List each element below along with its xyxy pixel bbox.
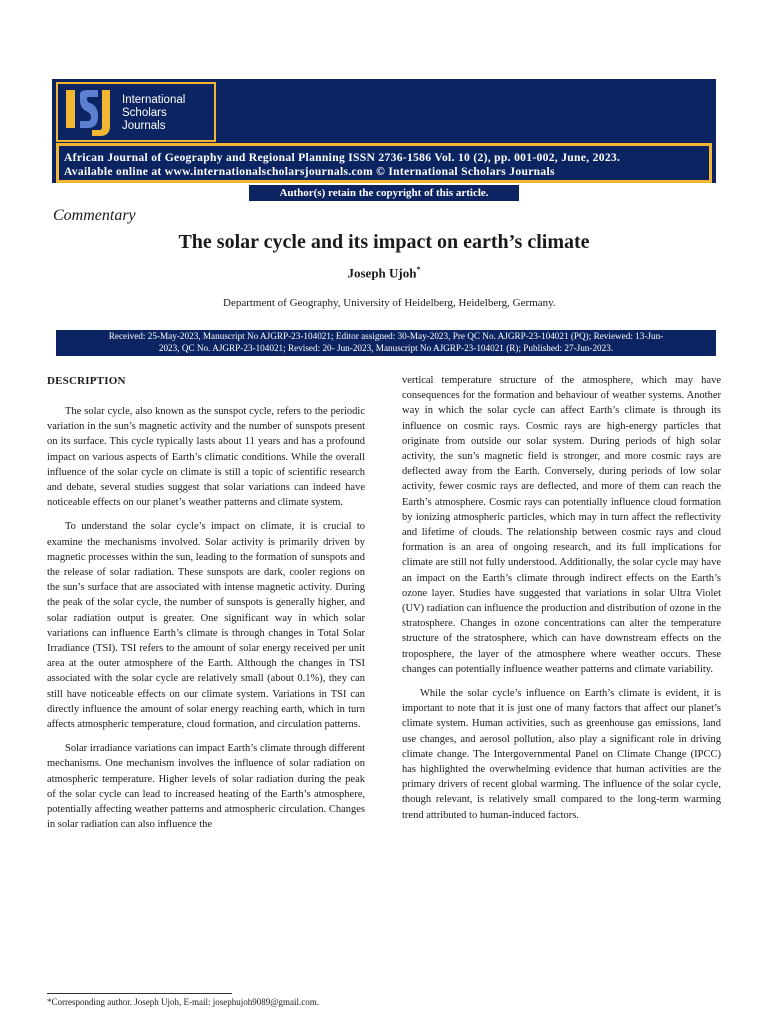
- dates-line-2: 2023, QC No. AJGRP-23-104021; Revised: 20- Jun-2023, Manuscript No AJGRP-23-104021 (R); Published: 27-Jun-2023.: [158, 342, 614, 353]
- isj-logo-icon: [64, 86, 112, 138]
- manuscript-dates: [56, 330, 716, 356]
- body-paragraph: vertical temperature structure of the atmosphere, which may have consequences for the formation and behaviour of weather systems. Another way in which the solar cycle can affect Earth’s climate is through its influence on cosmic rays. Cosmic rays are high-energy particles that originate from outside our solar system. During periods of high solar activity, the sun’s magnetic field is stronger, and more cosmic rays are deflected away from the Earth. Conversely, during periods of low solar activity, fewer cosmic rays are deflected, and more of them can reach the Earth’s atmosphere. Cosmic rays can potentially influence cloud formation by ionizing atmospheric particles, which may in turn affect the reflectivity and lifetime of clouds. The relationship between cosmic rays and cloud formation is an area of ongoing research, and its full implications for climate are still not fully understood. Additionally, the solar cycle may have an impact on the Earth’s climate through indirect effects on the Earth’s ozone layer. Studies have suggested that variations in solar Ultra Violet (UV) radiation can influence the production and distribution of ozone in the stratosphere. Changes in ozone concentrations can alter the temperature structure of the stratosphere, which can have downstream effects on the troposphere, the layer of the atmosphere where weather occurs. These changes can potentially influence weather patterns and climate variability.: [402, 375, 721, 675]
- citation-box: [56, 143, 712, 183]
- body-paragraph: While the solar cycle’s influence on Earth’s climate is evident, it is important to note that it is just one of many factors that affect our planet’s climate system. Human activities, such as greenhouse gas emissions, land use changes, and aerosol pollution, also play a significant role in driving climate change. The Intergovernmental Panel on Climate Change (IPCC) has highlighted the overwhelming evidence that human activities are the primary drivers of recent global warming. The influence of the solar cycle, though relevant, is relatively small compared to the long-term warming trend attributed to human-induced factors.: [402, 688, 721, 821]
- footnote-divider: [47, 993, 232, 994]
- body-paragraph: Solar irradiance variations can impact Earth’s climate through different mechanisms. One mechanism involves the influence of solar radiation on atmospheric temperature. Higher levels of solar radiation during the peak of the solar cycle can lead to increased heating of the Earth’s atmosphere, potentially affecting weather patterns and atmospheric circulation. Changes in solar radiation can also influence the: [47, 743, 365, 831]
- logo-line: Journals: [122, 120, 166, 132]
- journal-citation: [64, 151, 705, 179]
- article-type: Commentary: [53, 207, 136, 224]
- dates-line-1: Received: 25-May-2023, Manuscript No AJGRP-23-104021; Editor assigned: 30-May-2023, Pre QC No. AJGRP-23-104021 (PQ); Reviewed: 13-Jun-: [108, 331, 664, 341]
- author-name: Joseph Ujoh: [347, 265, 417, 281]
- author-mark: *: [416, 265, 421, 274]
- logo-line: International: [122, 94, 186, 106]
- copyright-notice: Author(s) retain the copyright of this article.: [249, 185, 519, 201]
- logo-line: Scholars: [122, 107, 167, 119]
- author-line: [0, 265, 768, 281]
- section-heading: DESCRIPTION: [47, 375, 126, 387]
- citation-line-2: Available online at www.internationalscholarsjournals.com © International Scholars Journals: [64, 165, 555, 178]
- body-paragraph: To understand the solar cycle’s impact on climate, it is crucial to examine the mechanisms involved. Solar activity is primarily driven by magnetic processes within the sun, leading to the formation of sunspots and the release of solar radiation. These sunspots are dark, cooler regions on the sun’s surface that are associated with intense magnetic activity. During the peak of the solar cycle, the number of sunspots is generally higher, and solar radiation output is greater. One significant way in which solar variations can influence Earth’s climate is through changes in Total Solar Irradiance (TSI). TSI refers to the amount of solar energy received per unit area at the outer atmosphere of the Earth. Although the changes in TSI associated with the solar cycle are relatively small (about 0.1%), they can still have noticeable effects on our climate system. Variations in TSI can directly influence the amount of solar energy reaching earth, which in turn affects atmospheric temperature, cloud formation, and circulation patterns.: [47, 521, 365, 731]
- corresponding-author-footnote: *Corresponding author. Joseph Ujoh, E-mail: josephujoh9089@gmail.com.: [47, 997, 320, 1007]
- logo-mark-text: ISJ: [64, 86, 66, 87]
- journal-logo: [56, 82, 216, 142]
- article-title: The solar cycle and its impact on earth’s climate: [178, 231, 590, 253]
- citation-line-1: African Journal of Geography and Regional Planning ISSN 2736-1586 Vol. 10 (2), pp. 001-002, June, 2023.: [64, 151, 621, 164]
- left-column: [47, 404, 365, 841]
- logo-wordmark: [122, 94, 185, 133]
- right-column: [402, 373, 721, 832]
- author-affiliation: Department of Geography, University of Heidelberg, Heidelberg, Germany.: [223, 297, 556, 309]
- body-paragraph: The solar cycle, also known as the sunspot cycle, refers to the periodic variation in the sun’s magnetic activity and the number of sunspots present on its surface. This cycle typically lasts about 11 years and has a profound impact on various aspects of Earth’s climatic conditions. While the overall influence of the solar cycle on climate is still a topic of scientific research and debate, several studies suggest that solar variations can indeed have noticeable effects on our planet’s weather patterns and climate system.: [47, 406, 365, 509]
